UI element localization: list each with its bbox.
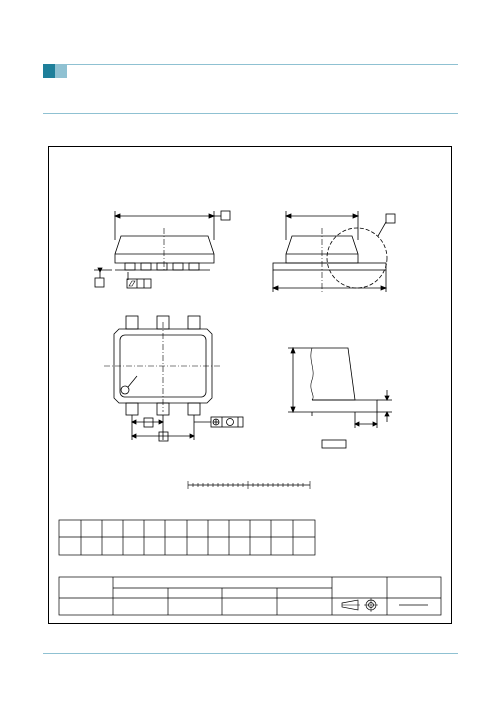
dimension-table xyxy=(59,520,315,555)
top-view xyxy=(104,316,243,441)
total-pitch-label-box xyxy=(159,432,168,441)
end-view xyxy=(273,211,395,292)
datum-box xyxy=(221,211,230,220)
first-angle-projection-icon xyxy=(342,598,378,612)
side-view xyxy=(94,211,230,288)
footer-divider xyxy=(43,653,458,654)
detail-lead-view xyxy=(288,348,392,448)
pitch-label-box xyxy=(144,418,153,427)
title-block xyxy=(59,577,441,615)
datum-box xyxy=(95,278,104,287)
detail-label-box xyxy=(386,214,395,223)
scale-bar xyxy=(188,481,310,489)
detail-label-box xyxy=(322,440,346,448)
